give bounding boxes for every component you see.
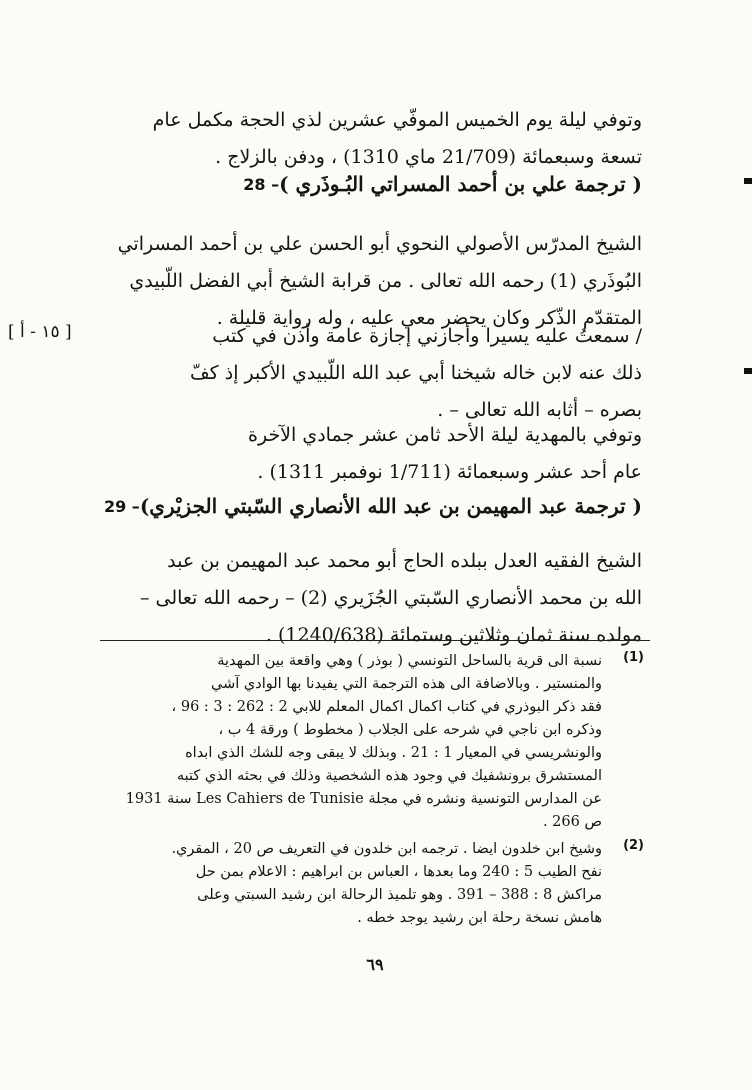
paragraph-1 — [82, 102, 642, 176]
text-line: وتوفي ليلة يوم الخميس الموفّي عشرين لذي الحجة مكمل عام — [152, 109, 642, 131]
entry-number: 29 – — [103, 496, 140, 516]
footnote-line: نسبة الى قرية بالساحل التونسي ( بوذر ) وهي واقعة بين المهدية — [217, 653, 602, 669]
footnote-line: وشيخ ابن خلدون ايضا . ترجمه ابن خلدون في التعريف ص 20 ، المقري. — [171, 841, 602, 857]
text-line: الشيخ المدرّس الأصولي النحوي أبو الحسن علي بن أحمد المسراتي — [117, 233, 642, 255]
paragraph-5 — [82, 543, 642, 654]
footnote-line: والونشريسي في المعيار 1 : 21 . وبذلك لا يبقى وجه للشك الذي ابداه — [185, 745, 602, 761]
footnote-marker: (1) — [623, 650, 644, 665]
text-line: الشيخ الفقيه العدل ببلده الحاج أبو محمد عبد المهيمن بن عبد — [167, 550, 642, 572]
paragraph-4 — [82, 417, 642, 491]
scan-edge-mark — [744, 178, 752, 184]
text-line: بصره – أثابه الله تعالى – . — [437, 399, 642, 421]
footnote-line: فقد ذكر البوذري في كتاب اكمال اكمال المعلم للابي 2 : 262 : 3 : 96 ، — [171, 699, 602, 715]
text-line: المتقدّم الذّكر وكان يحضر معي عليه ، وله رواية قليلة . — [216, 307, 642, 329]
entry-number: 28 – — [243, 174, 280, 194]
footnote-line: عن المدارس التونسية ونشره في مجلة Les Cahiers de Tunisie سنة 1931 — [125, 791, 602, 807]
text-line: تسعة وسبعمائة (21/709 ماي 1310) ، ودفن بالزلاج . — [215, 146, 642, 168]
scan-edge-mark — [744, 368, 752, 374]
footnote-line: نفح الطيب 5 : 240 وما بعدها ، العباس بن ابراهيم : الاعلام بمن حل — [195, 864, 602, 880]
text-line: الله بن محمد الأنصاري السّبتي الجُزَيري (2) – رحمه الله تعالى – — [139, 587, 642, 609]
text-line: وتوفي بالمهدية ليلة الأحد ثامن عشر جمادي الآخرة — [248, 424, 642, 446]
page-number: ٦٩ — [366, 955, 384, 974]
footnote-line: المستشرق برونشفيك في وجود هذه الشخصية وذلك في بحثه الذي كتبه — [176, 768, 602, 784]
footnote-line: مراكش 8 : 388 – 391 . وهو تلميذ الرحالة ابن رشيد السبتي وعلى — [197, 887, 602, 903]
footnote-line: والمنستير . وبالاضافة الى هذه الترجمة التي يفيدنا بها الوادي آشي — [211, 676, 602, 692]
footnote-line: وذكره ابن ناجي في شرحه على الجلاب ( مخطوط ) ورقة 4 ب ، — [218, 722, 602, 738]
folio-margin-note: [ ١٥ - أ ] — [8, 322, 72, 342]
text-line: عام أحد عشر وسبعمائة (1/711 نوفمبر 1311) . — [257, 461, 642, 483]
text-line: / سمعتُ عليه يسيرا وأجازني إجازة عامة وأذن في كتب — [212, 325, 642, 347]
footnote-1 — [102, 650, 644, 834]
footnote-line: هامش نسخة رحلة ابن رشيد يوجد خطه . — [357, 910, 602, 926]
footnote-line: ص 266 . — [542, 814, 602, 830]
entry-title: ( ترجمة علي بن أحمد المسراتي البُـوذَري ) — [279, 172, 642, 196]
footnote-marker: (2) — [623, 838, 644, 853]
entry-title: ( ترجمة عبد المهيمن بن عبد الله الأنصاري السّبتي الجزيْري) — [139, 494, 642, 518]
text-line: مولده سنة ثمان وثلاثين وستمائة (1240/638) . — [265, 624, 642, 646]
text-line: البُوذَري (1) رحمه الله تعالى . من قرابة الشيخ أبي الفضل اللّبيدي — [129, 270, 642, 292]
entry-heading-28 — [233, 172, 642, 196]
footnote-separator — [100, 640, 650, 641]
text-line: ذلك عنه لابن خاله شيخنا أبي عبد الله اللّبيدي الأكبر إذ كفّ — [190, 362, 642, 384]
paragraph-3 — [82, 318, 642, 429]
footnote-2 — [102, 838, 644, 930]
entry-heading-29 — [94, 494, 642, 518]
